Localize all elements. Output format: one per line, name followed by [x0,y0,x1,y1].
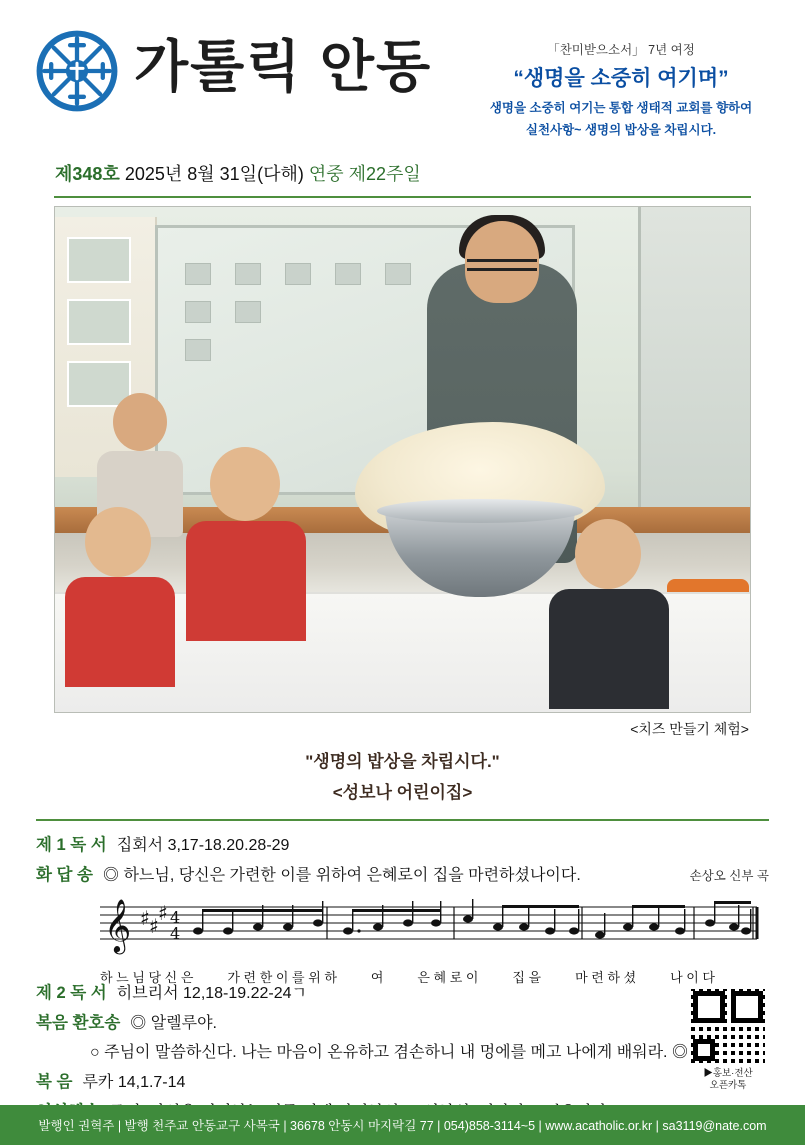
psalm-composer-credit: 손상오 신부 곡 [689,869,769,883]
footer-bar [0,1105,805,1145]
slogan-line-1: 「찬미받으소서」 7년 여정 [547,43,695,57]
readings-section-1 [0,821,805,885]
readings-section-2 [0,969,805,1122]
divider-top [54,196,751,198]
reading-row-gospel [36,1068,769,1092]
footer-text: 발행인 권혁주 | 발행 천주교 안동교구 사목국 | 36678 안동시 마지락길 77 | 054)858-3114~5 | www.acatholic.or.kr | sa3119@nate.com [38,1119,767,1133]
svg-text:♯: ♯ [158,901,168,925]
svg-text:♯: ♯ [140,906,150,930]
reading-row-acclamation-verse [36,1039,769,1062]
reading-text-acclamation: ◎ 알렐루야. [130,1015,217,1032]
reading-text-gospel: 루카 14,1.7-14 [82,1074,186,1091]
lyric-segment: 가 련 한 이 를 위 하 [227,970,337,985]
issue-season: 연중 제22주일 [308,164,421,184]
reading-row-acclamation [36,1009,769,1033]
svg-text:4: 4 [170,924,181,943]
qr-caption-line-2: 오픈카톡 [709,1079,747,1091]
slogan-line-3: 생명을 소중히 여기는 통합 생태적 교회를 향하여 [489,101,753,115]
issue-date: 2025년 8월 31일(다해) [124,164,304,184]
qr-caption-line-1: ▶홍보·전산 [703,1068,753,1079]
slogan-block [471,28,771,138]
reading-text-acclamation-verse: ○ 주님이 말씀하신다. 나는 마음이 온유하고 겸손하니 내 멍에를 메고 나에게 배워라. ◎ [90,1044,688,1061]
lyric-segment: 은 혜 로 이 [417,970,479,985]
page-title: 가톨릭 안동 [134,35,433,98]
cover-photo [54,206,751,713]
svg-text:♯: ♯ [149,914,159,938]
slogan-line-2: “생명을 소중히 여기며” [513,67,729,90]
reading-text-first: 집회서 3,17-18.20.28-29 [116,837,290,854]
lyric-segment: 집 을 [512,970,542,985]
slogan-line-4: 실천사항~ 생명의 밥상을 차립시다. [525,123,717,137]
qr-code-icon[interactable] [689,987,767,1065]
masthead [0,0,805,138]
reading-text-second: 히브리서 12,18-19.22-24ㄱ [116,985,308,1002]
reading-label-second: 제 2 독 서 [36,984,107,1002]
reading-row-first [36,831,769,855]
brand [34,28,432,114]
music-score [22,893,783,985]
photo-caption-right: <치즈 만들기 체험> [630,721,749,737]
photo-caption-main: "생명의 밥상을 차립시다." [305,752,500,771]
issue-number: 제348호 [55,164,120,184]
reading-label-acclamation: 복음 환호송 [36,1014,121,1032]
svg-text:𝄞: 𝄞 [104,898,132,952]
staff-notation [22,893,783,963]
issue-line [0,160,805,196]
qr-block[interactable] [689,987,767,1092]
reading-label-psalm: 화 답 송 [36,866,93,884]
reading-row-second [36,979,769,1003]
lyric-segment: 마 련 하 셨 [575,970,637,985]
photo-caption-sub: <성보나 어린이집> [332,783,473,802]
svg-text:4: 4 [170,908,181,927]
lyric-segment: 하 느 님 당 신 은 [100,970,194,985]
reading-text-psalm: ◎ 하느님, 당신은 가련한 이를 위하여 은혜로이 집을 마련하셨나이다. [103,867,581,884]
reading-label-gospel: 복 음 [36,1073,73,1091]
lyric-segment: 나 이 다 [670,970,715,985]
photo-block [54,206,751,737]
lyric-segment: 여 [370,970,384,985]
reading-row-psalm [36,861,769,885]
reading-label-first: 제 1 독 서 [36,836,107,854]
photo-captions [0,747,805,803]
catholic-snowflake-cross-logo-icon [34,28,120,114]
